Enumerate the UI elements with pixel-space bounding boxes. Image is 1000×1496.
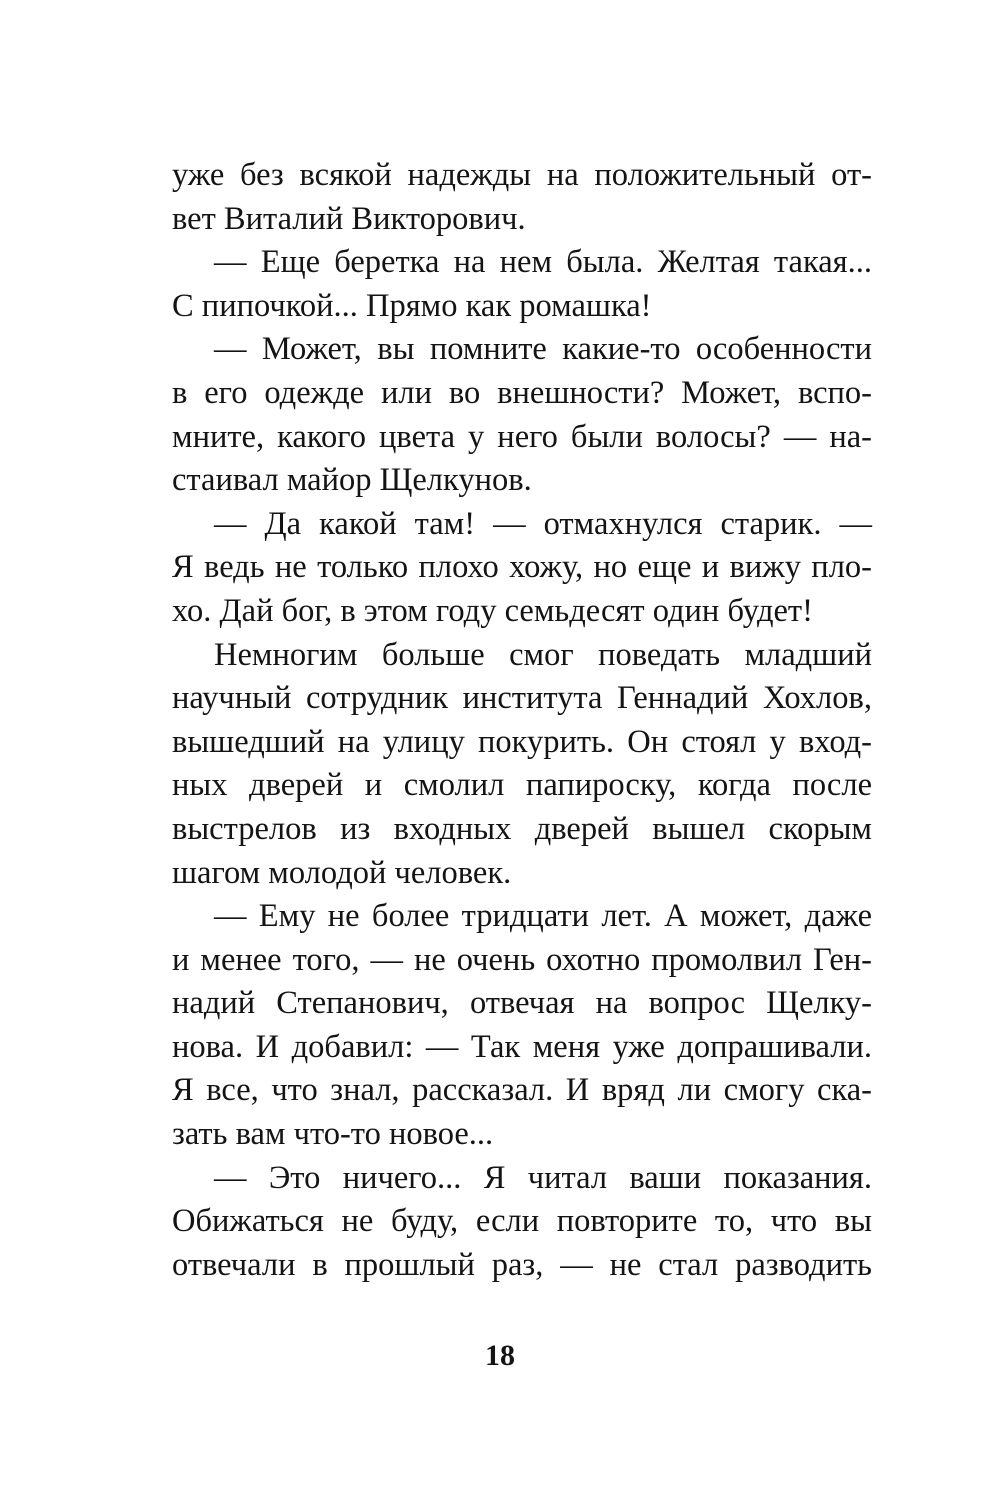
page-number: 18 [485, 1339, 515, 1372]
text-line: вышедший на улицу покурить. Он стоял у вход- [172, 723, 872, 760]
text-line: хо. Дай бог, в этом году семьдесят один будет! [172, 592, 813, 629]
text-line: уже без всякой надежды на положительный от- [172, 157, 872, 193]
text-line: и менее того, — не очень охотно промолвил Ген- [172, 941, 872, 978]
text-line: в его одежде или во внешности? Может, вспо- [172, 374, 872, 411]
text-line: Я ведь не только плохо хожу, но еще и вижу пло- [172, 549, 872, 586]
body-text [172, 154, 872, 1287]
text-line: надий Степанович, отвечая на вопрос Щелку- [172, 985, 872, 1022]
text-line: вет Виталий Викторович. [172, 200, 526, 237]
text-line: Я все, что знал, рассказал. И вряд ли смогу ска- [172, 1072, 872, 1109]
text-line: отвечали в прошлый раз, — не стал разводить [172, 1246, 872, 1283]
text-line: нова. И добавил: — Так меня уже допрашивали. [172, 1028, 872, 1065]
text-line: ных дверей и смолил папироску, когда после [172, 767, 872, 804]
text-line: — Да какой там! — отмахнулся старик. — [214, 505, 872, 542]
text-line: зать вам что-то новое... [172, 1116, 494, 1153]
text-line: — Может, вы помните какие-то особенности [214, 331, 872, 368]
text-line: научный сотрудник института Геннадий Хохлов, [172, 680, 872, 717]
text-line: мните, какого цвета у него были волосы? — на- [172, 418, 872, 455]
text-line: — Ему не более тридцати лет. А может, даже [214, 898, 872, 935]
text-line: — Это ничего... Я читал ваши показания. [214, 1159, 872, 1196]
text-line: Немногим больше смог поведать младший [214, 636, 872, 673]
text-line: шагом молодой человек. [172, 854, 512, 891]
text-line: Обижаться не буду, если повторите то, что вы [172, 1203, 872, 1240]
text-line: выстрелов из входных дверей вышел скорым [172, 810, 872, 847]
text-line: стаивал майор Щелкунов. [172, 462, 532, 499]
text-line: — Еще беретка на нем была. Желтая такая... [214, 244, 872, 281]
text-line: С пипочкой... Прямо как ромашка! [172, 287, 652, 324]
